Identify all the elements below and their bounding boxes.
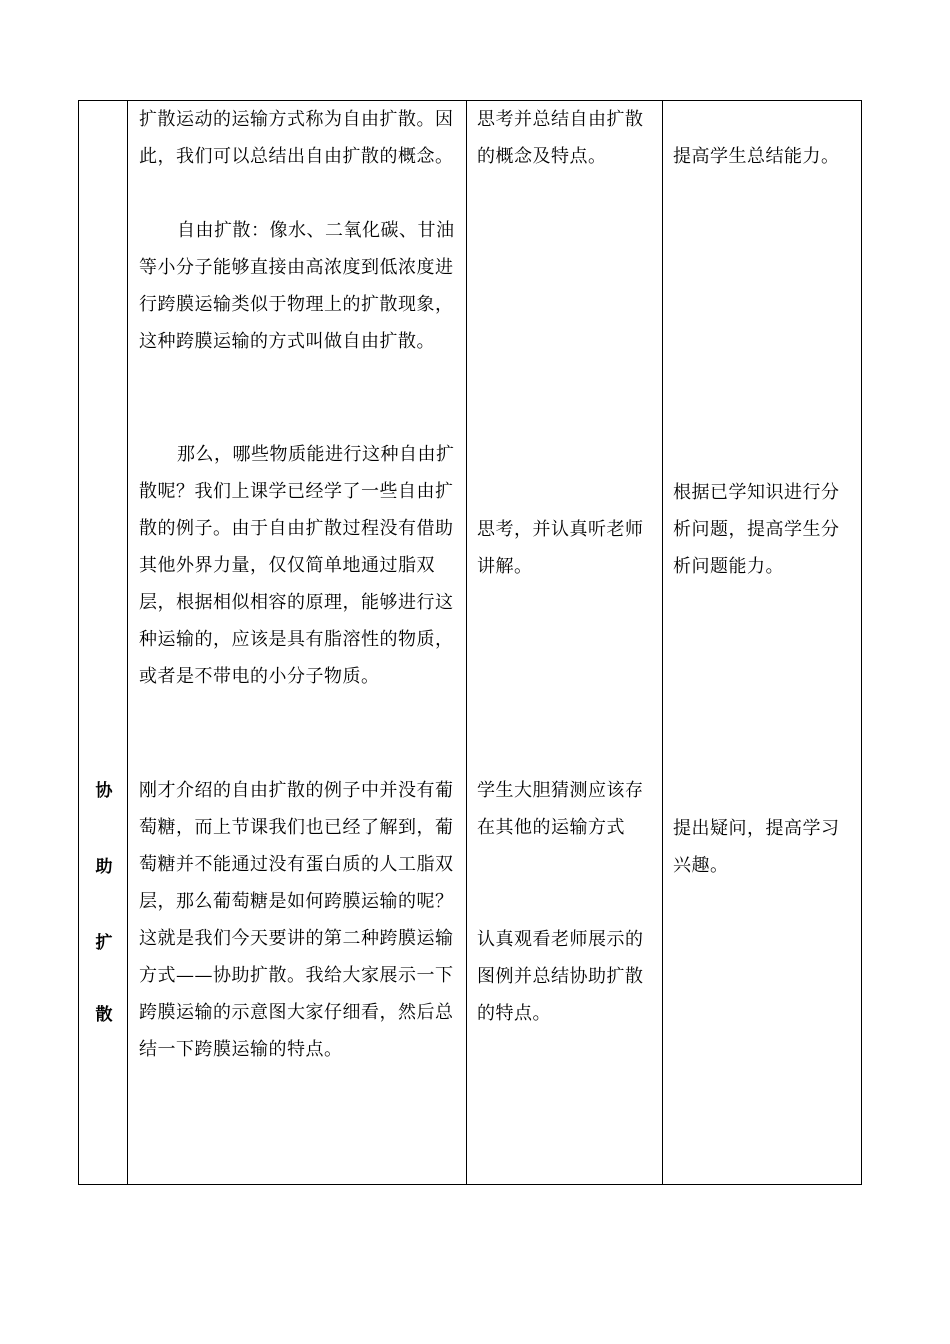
section-label-char-2: 助 — [95, 857, 113, 877]
student-activity-4: 认真观看老师展示的图例并总结协助扩散的特点。 — [477, 929, 644, 1024]
content-paragraph-4: 刚才介绍的自由扩散的例子中并没有葡萄糖，而上节课我们也已经了解到，葡萄糖并不能通过没有蛋白质的人工脂双层，那么葡萄糖是如何跨膜运输的呢？这就是我们今天要讲的第二种跨膜运输方式——协助扩散。我给大家展示一下跨膜运输的示意图大家仔细看，然后总结一下跨膜运输的特点。 — [139, 780, 454, 1060]
design-intent-3: 提出疑问，提高学习兴趣。 — [673, 818, 840, 876]
student-activity-1: 思考并总结自由扩散的概念及特点。 — [477, 109, 644, 167]
content-paragraph-3: 那么，哪些物质能进行这种自由扩散呢？我们上课学已经学了一些自由扩散的例子。由于自由扩散过程没有借助其他外界力量，仅仅简单地通过脂双层，根据相似相容的原理，能够进行这种运输的，应该是具有脂溶性的物质，或者是不带电的小分子物质。 — [139, 444, 455, 687]
student-activity-3: 学生大胆猜测应该存在其他的运输方式 — [477, 780, 644, 838]
section-label-char-4: 散 — [95, 1005, 113, 1025]
column-divider-3 — [662, 101, 663, 1184]
section-label-char-3: 扩 — [95, 933, 113, 953]
content-paragraph-1: 扩散运动的运输方式称为自由扩散。因此，我们可以总结出自由扩散的概念。 — [139, 109, 454, 167]
lesson-plan-table — [78, 100, 862, 1185]
content-paragraph-2: 自由扩散：像水、二氧化碳、甘油等小分子能够直接由高浓度到低浓度进行跨膜运输类似于物理上的扩散现象，这种跨膜运输的方式叫做自由扩散。 — [139, 220, 455, 352]
student-activity-2: 思考，并认真听老师讲解。 — [477, 519, 644, 577]
design-intent-2: 根据已学知识进行分析问题，提高学生分析问题能力。 — [673, 482, 840, 577]
section-label-char-1: 协 — [95, 781, 113, 801]
design-intent-1: 提高学生总结能力。 — [673, 146, 840, 167]
column-divider-1 — [127, 101, 128, 1184]
